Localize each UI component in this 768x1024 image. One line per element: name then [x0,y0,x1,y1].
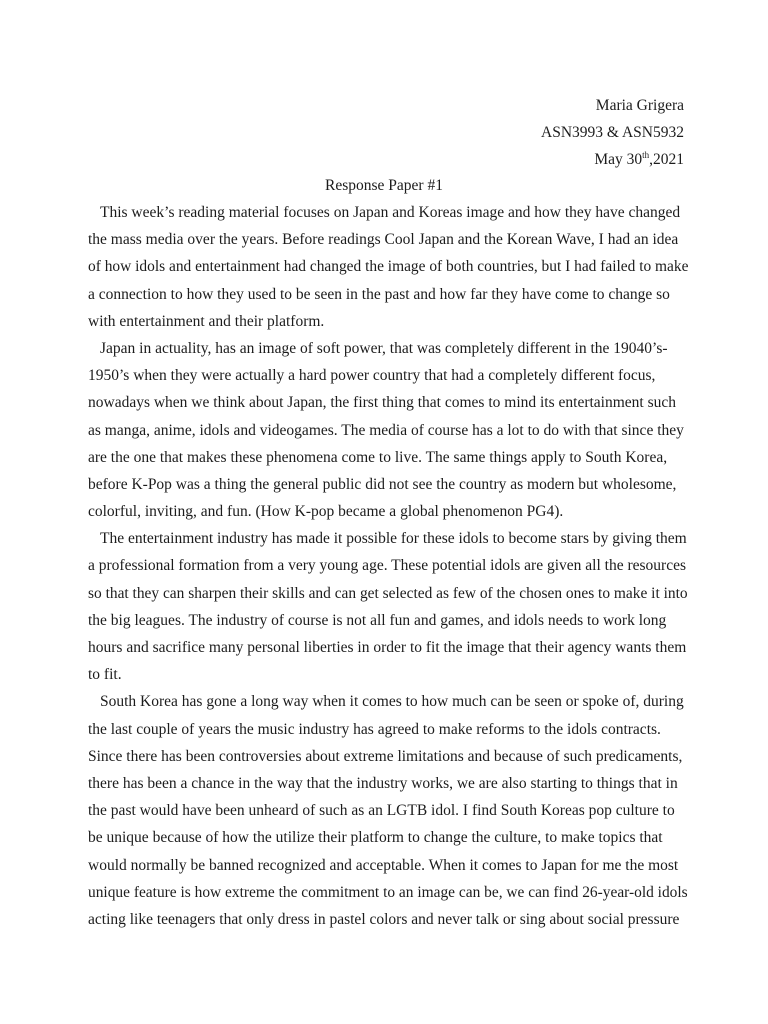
text-line: a connection to how they used to be seen in the past and how far they have come to change so [88,285,670,303]
date-year: ,2021 [649,151,684,168]
text-line: Japan in actuality, has an image of soft power, that was completely different in the 19040’s- [100,339,668,357]
text-line: to fit. [88,666,122,684]
text-line: hours and sacrifice many personal liberties in order to fit the image that their agency wants them [88,639,687,656]
text-line: 1950’s when they were actually a hard power country that had a completely different focus, [88,367,656,385]
text-line: The entertainment industry has made it possible for these idols to become stars by giving them [100,530,687,548]
text-line: before K-Pop was a thing the general public did not see the country as modern but wholesome, [88,475,677,493]
text-line: with entertainment and their platform. [88,312,325,330]
author-name: Maria Grigera [595,97,684,114]
course-codes: ASN3993 & ASN5932 [541,124,684,141]
text-line: the mass media over the years. Before readings Cool Japan and the Korean Wave, I had an idea [88,231,679,249]
text-line: would normally be banned recognized and acceptable. When it comes to Japan for me the most [88,856,679,874]
text-line: nowadays when we think about Japan, the first thing that comes to mind its entertainment such [88,394,677,412]
text-line: acting like teenagers that only dress in pastel colors and never talk or sing about social pressure [88,910,680,928]
text-line: South Korea has gone a long way when it comes to how much can be seen or spoke of, during [100,693,684,711]
text-line: there has been a chance in the way that the industry works, we are also starting to things that in [88,774,678,792]
text-line: This week’s reading material focuses on Japan and Koreas image and how they have changed [100,204,681,221]
body-text [88,199,688,933]
text-line: a professional formation from a very young age. These potential idols are given all the resources [88,557,686,575]
text-line: the last couple of years the music industry has agreed to make reforms to the idols contracts. [88,720,661,738]
title-row [0,172,768,199]
text-line: as manga, anime, idols and videogames. The media of course has a lot to do with that since they [88,421,684,439]
text-line: colorful, inviting, and fun. (How K-pop became a global phenomenon PG4). [88,503,564,521]
paper-title: Response Paper #1 [325,177,443,194]
text-line: the big leagues. The industry of course is not all fun and games, and idols needs to work long [88,611,667,629]
text-line: of how idols and entertainment had changed the image of both countries, but I had failed to make [88,258,689,276]
date-month-day: May 30 [594,151,643,168]
text-line: unique feature is how extreme the commitment to an image can be, we can find 26-year-old idols [88,883,688,901]
text-line: be unique because of how the utilize their platform to change the culture, to make topics that [88,829,663,847]
header-block [541,92,684,173]
text-line: the past would have been unheard of such as an LGTB idol. I find South Koreas pop culture to [88,802,675,820]
date-suffix: th [642,149,650,160]
date-line [541,146,684,173]
text-line: are the one that makes these phenomena come to live. The same things apply to South Korea, [88,448,668,466]
text-line: Since there has been controversies about extreme limitations and because of such predicaments, [88,747,683,765]
text-line: so that they can sharpen their skills and can get selected as few of the chosen ones to make it into [88,584,688,602]
